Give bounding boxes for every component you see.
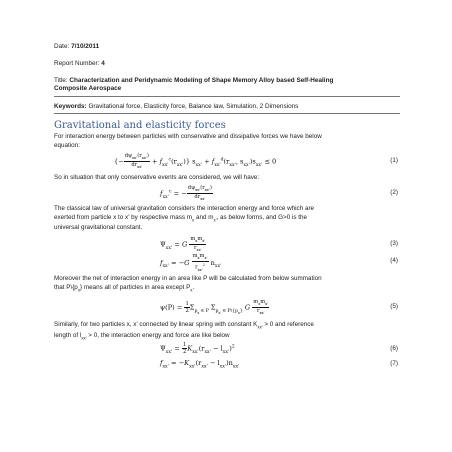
paragraph-net-energy: Moreover the net of interaction energy in an area like P will be calculated from below summation that $P\backslash\{p_x\}$ means all of particles in area except $P_x$. <box>54 275 322 292</box>
date-line <box>54 43 99 51</box>
equation-7: $f_{xx'} = -K_{xx'}(r_{xx'} - l_{xx'})n_{xx'}$ <box>160 359 240 370</box>
equation-5: ψ(P) = $\frac{1}{2}$ $\Sigma_{p_x \in P}$ $\Sigma_{p_{x'} \in P\backslash\{p_x\}}$ G $\frac{m_xm_{x'}}{r_{xx'}}$ <box>160 299 269 316</box>
paragraph-line: For interaction energy between particles with conservative and dissipative forces we have below <box>54 133 322 140</box>
equation-number-5: (5) <box>390 303 398 310</box>
divider <box>54 96 400 97</box>
report-number-label: Report Number: <box>54 60 100 67</box>
report-number-line <box>54 60 105 68</box>
equation-number-4: (4) <box>390 257 398 264</box>
paragraph-line: and m <box>194 213 214 221</box>
paragraph-line: } means all of particles in area except P <box>80 283 191 291</box>
paragraph-line: The classical law of universal gravitation considers the interaction energy and force which are <box>54 205 315 212</box>
date-label: Date: <box>54 43 70 50</box>
paragraph-line: Similarly, for two particles x, x' connected by linear spring with constant K <box>54 321 258 328</box>
equation-number-6: (6) <box>390 345 398 352</box>
title-value-continued: Composite Aerospace <box>54 85 122 92</box>
keywords-line <box>54 103 298 110</box>
paragraph-gravitation: The classical law of universal gravitation considers the interaction energy and force which are exerted from particle x to x' by respective mass $m_x$ and $m_{x'}$, as below forms, and G>0 is the universal gravitational constant. <box>54 205 315 232</box>
equation-4: $f_{xx'} = -G$ $\frac{m_xm_{x'}}{r_{xx'}^2}$ $n_{xx'}$ <box>160 253 222 272</box>
keywords-value: Gravitational force, Elasticity force, Balance law, Simulation, 2 Dimensions <box>88 103 299 110</box>
paragraph-line: > 0, the interaction energy and force are like below <box>86 331 230 339</box>
paragraph-intro <box>54 133 400 150</box>
equation-number-3: (3) <box>390 240 398 247</box>
title-value: Characterization and Peridynamic Modeling of Shape Memory Alloy based Self-Healing <box>69 77 334 84</box>
title-line <box>54 77 404 93</box>
title-label: Title: <box>54 77 68 84</box>
paragraph-line: Moreover the net of interaction energy in an area like P will be calculated from below summation <box>54 275 322 282</box>
equation-2: $f_{xx'}^c$ = − $\frac{d\psi_{xx'}(r_{xx'})}{dr_{xx'}}$ <box>160 185 212 202</box>
divider <box>54 113 400 114</box>
equation-number-7: (7) <box>390 360 398 367</box>
paragraph-line: universal gravitational constant. <box>54 224 143 232</box>
equation-number-2: (2) <box>390 189 398 196</box>
equation-1: {− $\frac{d\psi_{xx'}(r_{xx'})}{dr_{xx'}}$ + $f_{xx'}^c(r_{xx'})$} $s_{xx'} + f_{xx'}^d(r_{xx'}$, $s_{xx'})s_{xx'} \le 0$ <box>114 153 277 170</box>
date-value: 7/10/2011 <box>71 43 100 50</box>
paragraph-line: that P\{p <box>54 283 78 291</box>
paragraph-spring: Similarly, for two particles x, x' connected by linear spring with constant $K_{xx'} > 0$ and reference length of $l_{xx'} > 0$, the interaction energy and force are like below <box>54 321 314 341</box>
keywords-label: Keywords: <box>54 103 87 110</box>
paragraph-line: , as below forms, and G>0 is the <box>216 213 308 221</box>
section-heading: Gravitational and elasticity forces <box>54 120 226 131</box>
paragraph-line: length of l <box>54 331 82 339</box>
equation-3: $\Psi_{xx'} = G$ $\frac{m_xm_{x'}}{r_{xx'}}$ <box>160 236 206 253</box>
equation-6: $\Psi_{xx'}$ = $\frac{1}{2}$ $K_{xx'}(r_{xx'} - l_{xx'})^2$ <box>160 342 235 355</box>
paragraph-line: > 0 and reference <box>262 321 314 328</box>
paragraph-line: equation: <box>54 141 80 149</box>
report-number-value: 4 <box>101 60 105 67</box>
paragraph-line: exerted from particle x to x' by respective mass m <box>54 213 193 221</box>
equation-number-1: (1) <box>390 157 398 164</box>
paragraph-conservative: So in situation that only conservative events are considered, we will have: <box>54 174 260 181</box>
